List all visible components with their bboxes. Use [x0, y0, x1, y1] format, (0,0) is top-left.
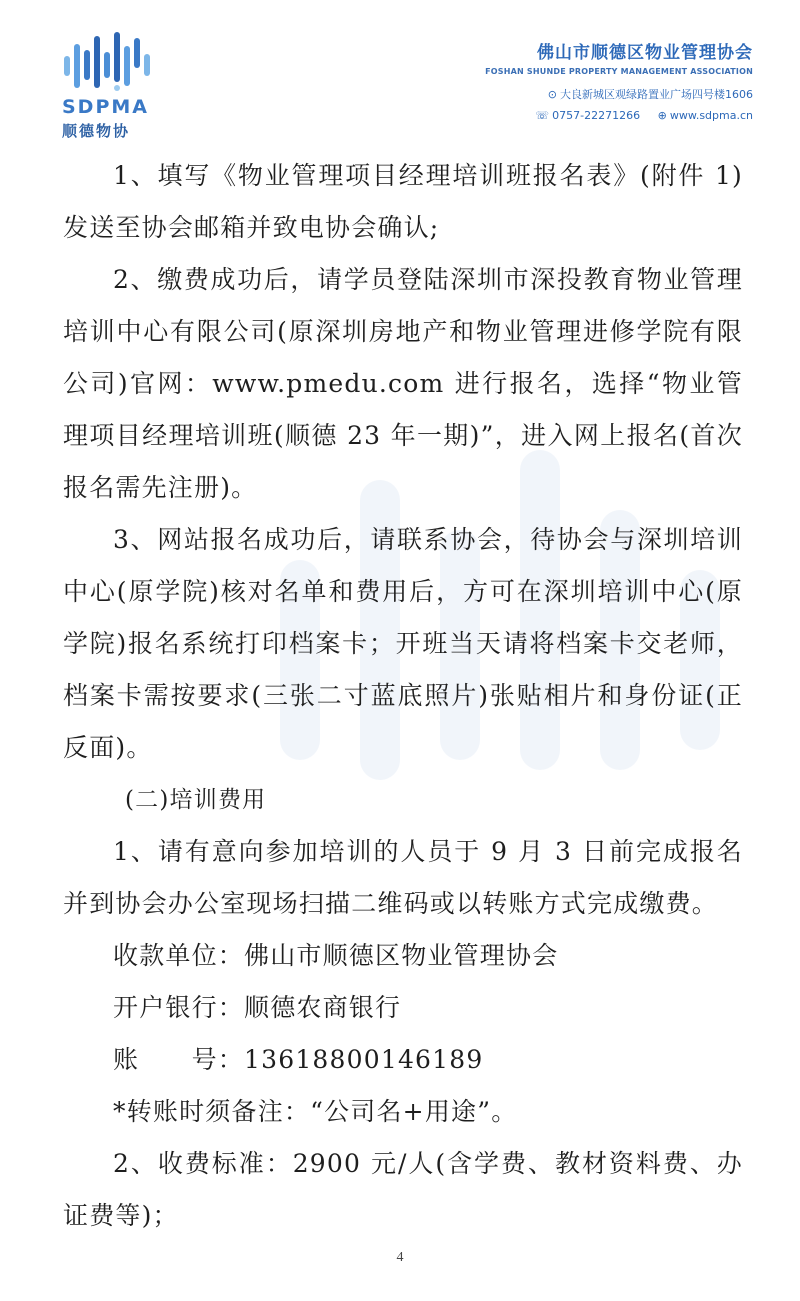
paragraph-fee-1: 1、请有意向参加培训的人员于 9 月 3 日前完成报名并到协会办公室现场扫描二维码或以转账方式完成缴费。	[63, 837, 743, 918]
bank-line: 开户银行：顺德农商银行	[113, 993, 402, 1022]
paragraph-step-3: 3、网站报名成功后，请联系协会，待协会与深圳培训中心(原学院)核对名单和费用后，方可在深圳培训中心(原学院)报名系统打印档案卡；开班当天请将档案卡交老师，档案卡需按要求(三张二寸蓝底照片)张贴相片和身份证(正反面)。	[63, 525, 743, 762]
section-heading-fees: (二)培训费用	[125, 787, 267, 813]
org-name-en: FOSHAN SHUNDE PROPERTY MANAGEMENT ASSOCIATION	[485, 67, 753, 76]
phone-icon: ☏	[535, 109, 550, 122]
paragraph-step-1: 1、填写《物业管理项目经理培训班报名表》(附件 1)发送至协会邮箱并致电协会确认;	[63, 161, 743, 242]
logo-text-en: SDPMA	[62, 96, 149, 118]
transfer-note: *转账时须备注：“公司名+用途”。	[113, 1097, 518, 1126]
website-link[interactable]: www.sdpma.cn	[669, 109, 753, 122]
org-address	[485, 86, 753, 102]
org-name-cn: 佛山市顺德区物业管理协会	[537, 43, 753, 63]
document-body	[63, 150, 743, 1242]
payee-line: 收款单位：佛山市顺德区物业管理协会	[113, 941, 559, 970]
account-line: 账 号：13618800146189	[113, 1045, 484, 1074]
org-contact	[485, 109, 753, 122]
letterhead	[0, 0, 800, 150]
paragraph-step-2: 2、缴费成功后，请学员登陆深圳市深投教育物业管理培训中心有限公司(原深圳房地产和物业管理进修学院有限公司)官网：www.pmedu.com 进行报名，选择“物业管理项目经理培训班(顺德 23 年一期)”，进入网上报名(首次报名需先注册)。	[63, 265, 743, 502]
sdpma-logo-icon	[62, 30, 158, 92]
globe-icon: ⊕	[657, 109, 667, 122]
address-text: 大良新城区观绿路置业广场四号楼1606	[560, 88, 753, 101]
location-pin-icon: ⊙	[547, 88, 557, 101]
logo-text-cn: 顺德物协	[62, 122, 131, 140]
organization-info	[485, 38, 753, 122]
page-number: 4	[396, 1250, 404, 1265]
phone-text: 0757-22271266	[552, 109, 641, 122]
paragraph-fee-2: 2、收费标准：2900 元/人(含学费、教材资料费、办证费等)；	[63, 1149, 743, 1230]
